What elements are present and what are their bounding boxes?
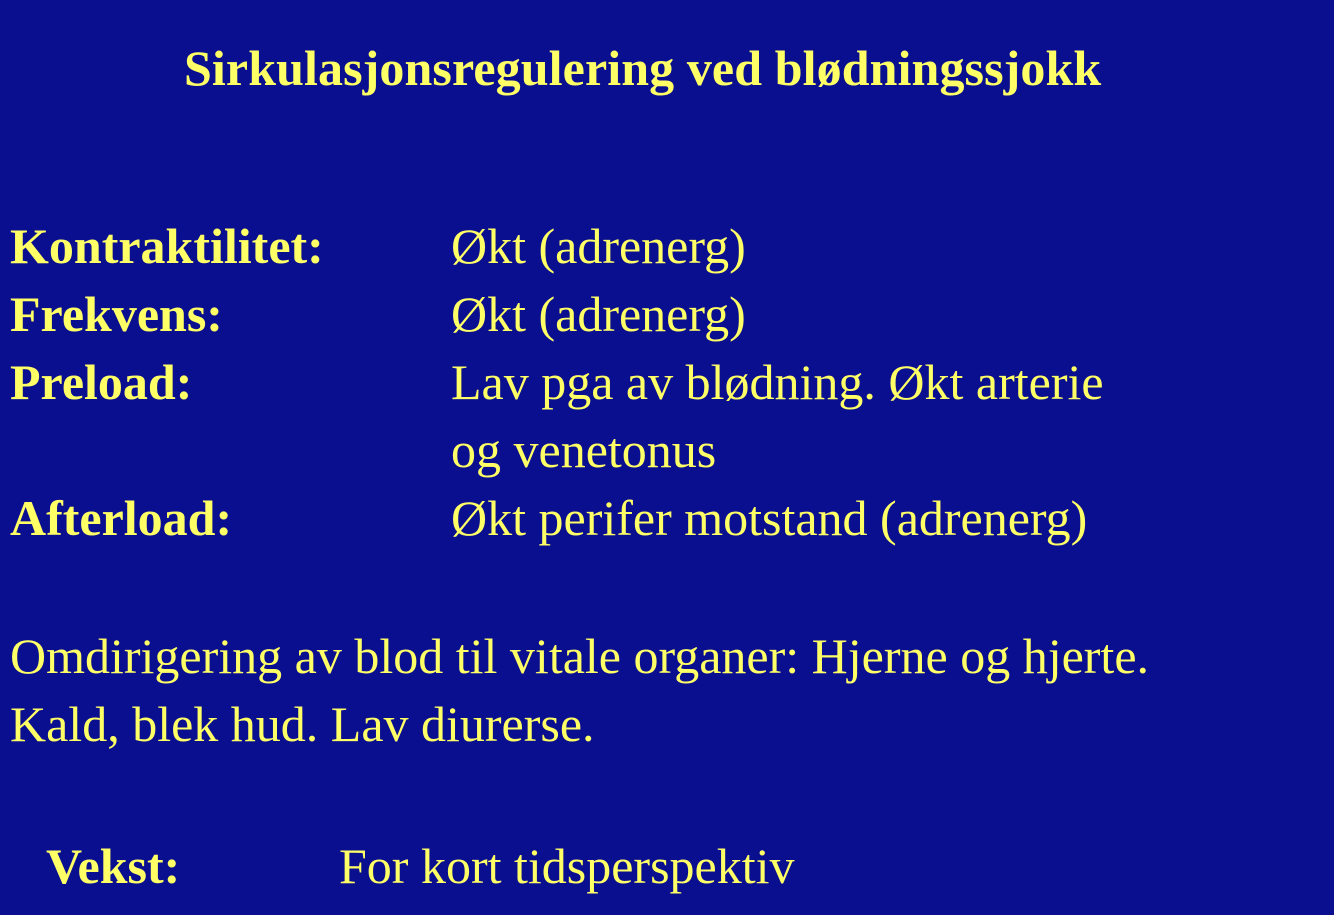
parameter-value-line: Økt (adrenerg) [451,218,746,274]
parameter-value [451,280,746,348]
vekst-value: For kort tidsperspektiv [339,838,795,894]
parameter-label: Preload: [10,354,193,410]
parameter-label: Frekvens: [10,286,223,342]
summary-line: Omdirigering av blod til vitale organer: Hjerne og hjerte. [10,628,1150,684]
vekst-label: Vekst: [46,838,181,894]
summary-text [10,622,1149,758]
parameter-row-preload [10,348,1310,484]
parameter-row-afterload [10,484,1310,552]
parameter-label: Kontraktilitet: [10,218,324,274]
parameter-value-line: Økt (adrenerg) [451,286,746,342]
parameter-row-frekvens [10,280,1310,348]
parameter-value [451,212,746,280]
slide-title: Sirkulasjonsregulering ved blødningssjokk [184,40,1102,96]
parameter-label: Afterload: [10,490,233,546]
parameter-value-line: Økt perifer motstand (adrenerg) [451,490,1088,546]
vekst-row [46,832,795,900]
parameter-list [10,212,1310,552]
parameter-value [451,348,1104,484]
parameter-value-line: Lav pga av blødning. Økt arterie [451,354,1104,410]
parameter-value [451,484,1087,552]
summary-line: Kald, blek hud. Lav diurerse. [10,696,595,752]
parameter-row-kontraktilitet [10,212,1310,280]
parameter-value-line: og venetonus [451,422,717,478]
